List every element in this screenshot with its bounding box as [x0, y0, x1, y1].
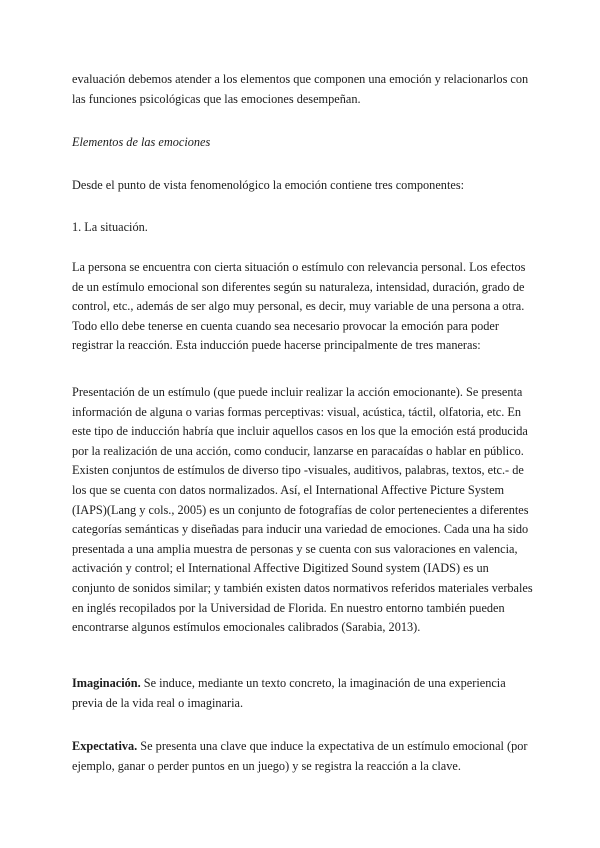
text-line: este tipo de inducción habría que incluir aquellos casos en los que la emoción está producida	[72, 424, 528, 439]
list-item-situation: 1. La situación.	[72, 220, 148, 234]
text-line	[72, 674, 532, 694]
text-line: activación y control; el International Affective Digitized Sound system (IADS) es un	[72, 561, 489, 576]
text-line: (IAPS)(Lang y cols., 2005) es un conjunto de fotografías de color pertenecientes a diferentes	[72, 502, 529, 517]
text-line: presentada a una amplia muestra de personas y se cuenta con sus valoraciones en valencia,	[72, 541, 518, 556]
text-line: en inglés recopilados por la Universidad de Florida. En nuestro entorno también pueden	[72, 600, 505, 615]
text-line: evaluación debemos atender a los elementos que componen una emoción y relacionarlos con	[72, 72, 529, 86]
paragraph-expectation	[72, 737, 532, 776]
text-line	[72, 737, 532, 757]
text-line: conjunto de sonidos similar; y también existen datos normativos referidos materiales verbales	[72, 580, 533, 595]
text-fragment: Se induce, mediante un texto concreto, la imaginación de una experiencia	[140, 676, 506, 690]
paragraph-imagination	[72, 674, 532, 713]
paragraph-stimulus	[72, 383, 532, 638]
term-expectation: Expectativa.	[72, 739, 138, 753]
term-imagination: Imaginación.	[72, 676, 141, 690]
section-heading: Elementos de las emociones	[72, 135, 211, 149]
text-line: control, etc., además de ser algo muy personal, es decir, muy variable de una persona a otra.	[72, 299, 525, 314]
text-line: previa de la vida real o imaginaria.	[72, 695, 244, 710]
paragraph-situation	[72, 258, 532, 356]
text-line: Existen conjuntos de estímulos de diverso tipo -visuales, auditivos, palabras, textos, etc.- de	[72, 463, 524, 478]
text-line: los que se cuenta con datos normalizados. Así, el International Affective Picture System	[72, 482, 505, 497]
text-line: encontrarse algunos estímulos emocionales calibrados (Sarabia, 2013).	[72, 620, 421, 635]
text-line: registrar la reacción. Esta inducción puede hacerse principalmente de tres maneras:	[72, 338, 481, 353]
text-line: las funciones psicológicas que las emociones desempeñan.	[72, 91, 361, 106]
paragraph-intro	[72, 70, 532, 109]
text-line: información de alguna o varias formas perceptivas: visual, acústica, táctil, olfatoria, etc. En	[72, 404, 522, 419]
text-line: por la realización de una acción, como conducir, lanzarse en paracaídas o hablar en público.	[72, 443, 524, 458]
text-line: La persona se encuentra con cierta situación o estímulo con relevancia personal. Los efectos	[72, 260, 526, 274]
text-line: Todo ello debe tenerse en cuenta cuando sea necesario provocar la emoción para poder	[72, 318, 499, 333]
text-line: de un estímulo emocional son diferentes según su naturaleza, intensidad, duración, grado de	[72, 279, 525, 294]
text-fragment: Se presenta una clave que induce la expectativa de un estímulo emocional (por	[137, 739, 528, 753]
paragraph-components: Desde el punto de vista fenomenológico la emoción contiene tres componentes:	[72, 178, 465, 192]
text-line: Presentación de un estímulo (que puede incluir realizar la acción emocionante). Se presenta	[72, 385, 523, 399]
text-line: ejemplo, ganar o perder puntos en un juego) y se registra la reacción a la clave.	[72, 758, 461, 773]
text-line: categorías semánticas y diseñadas para inducir una variedad de emociones. Cada una ha sido	[72, 522, 529, 537]
